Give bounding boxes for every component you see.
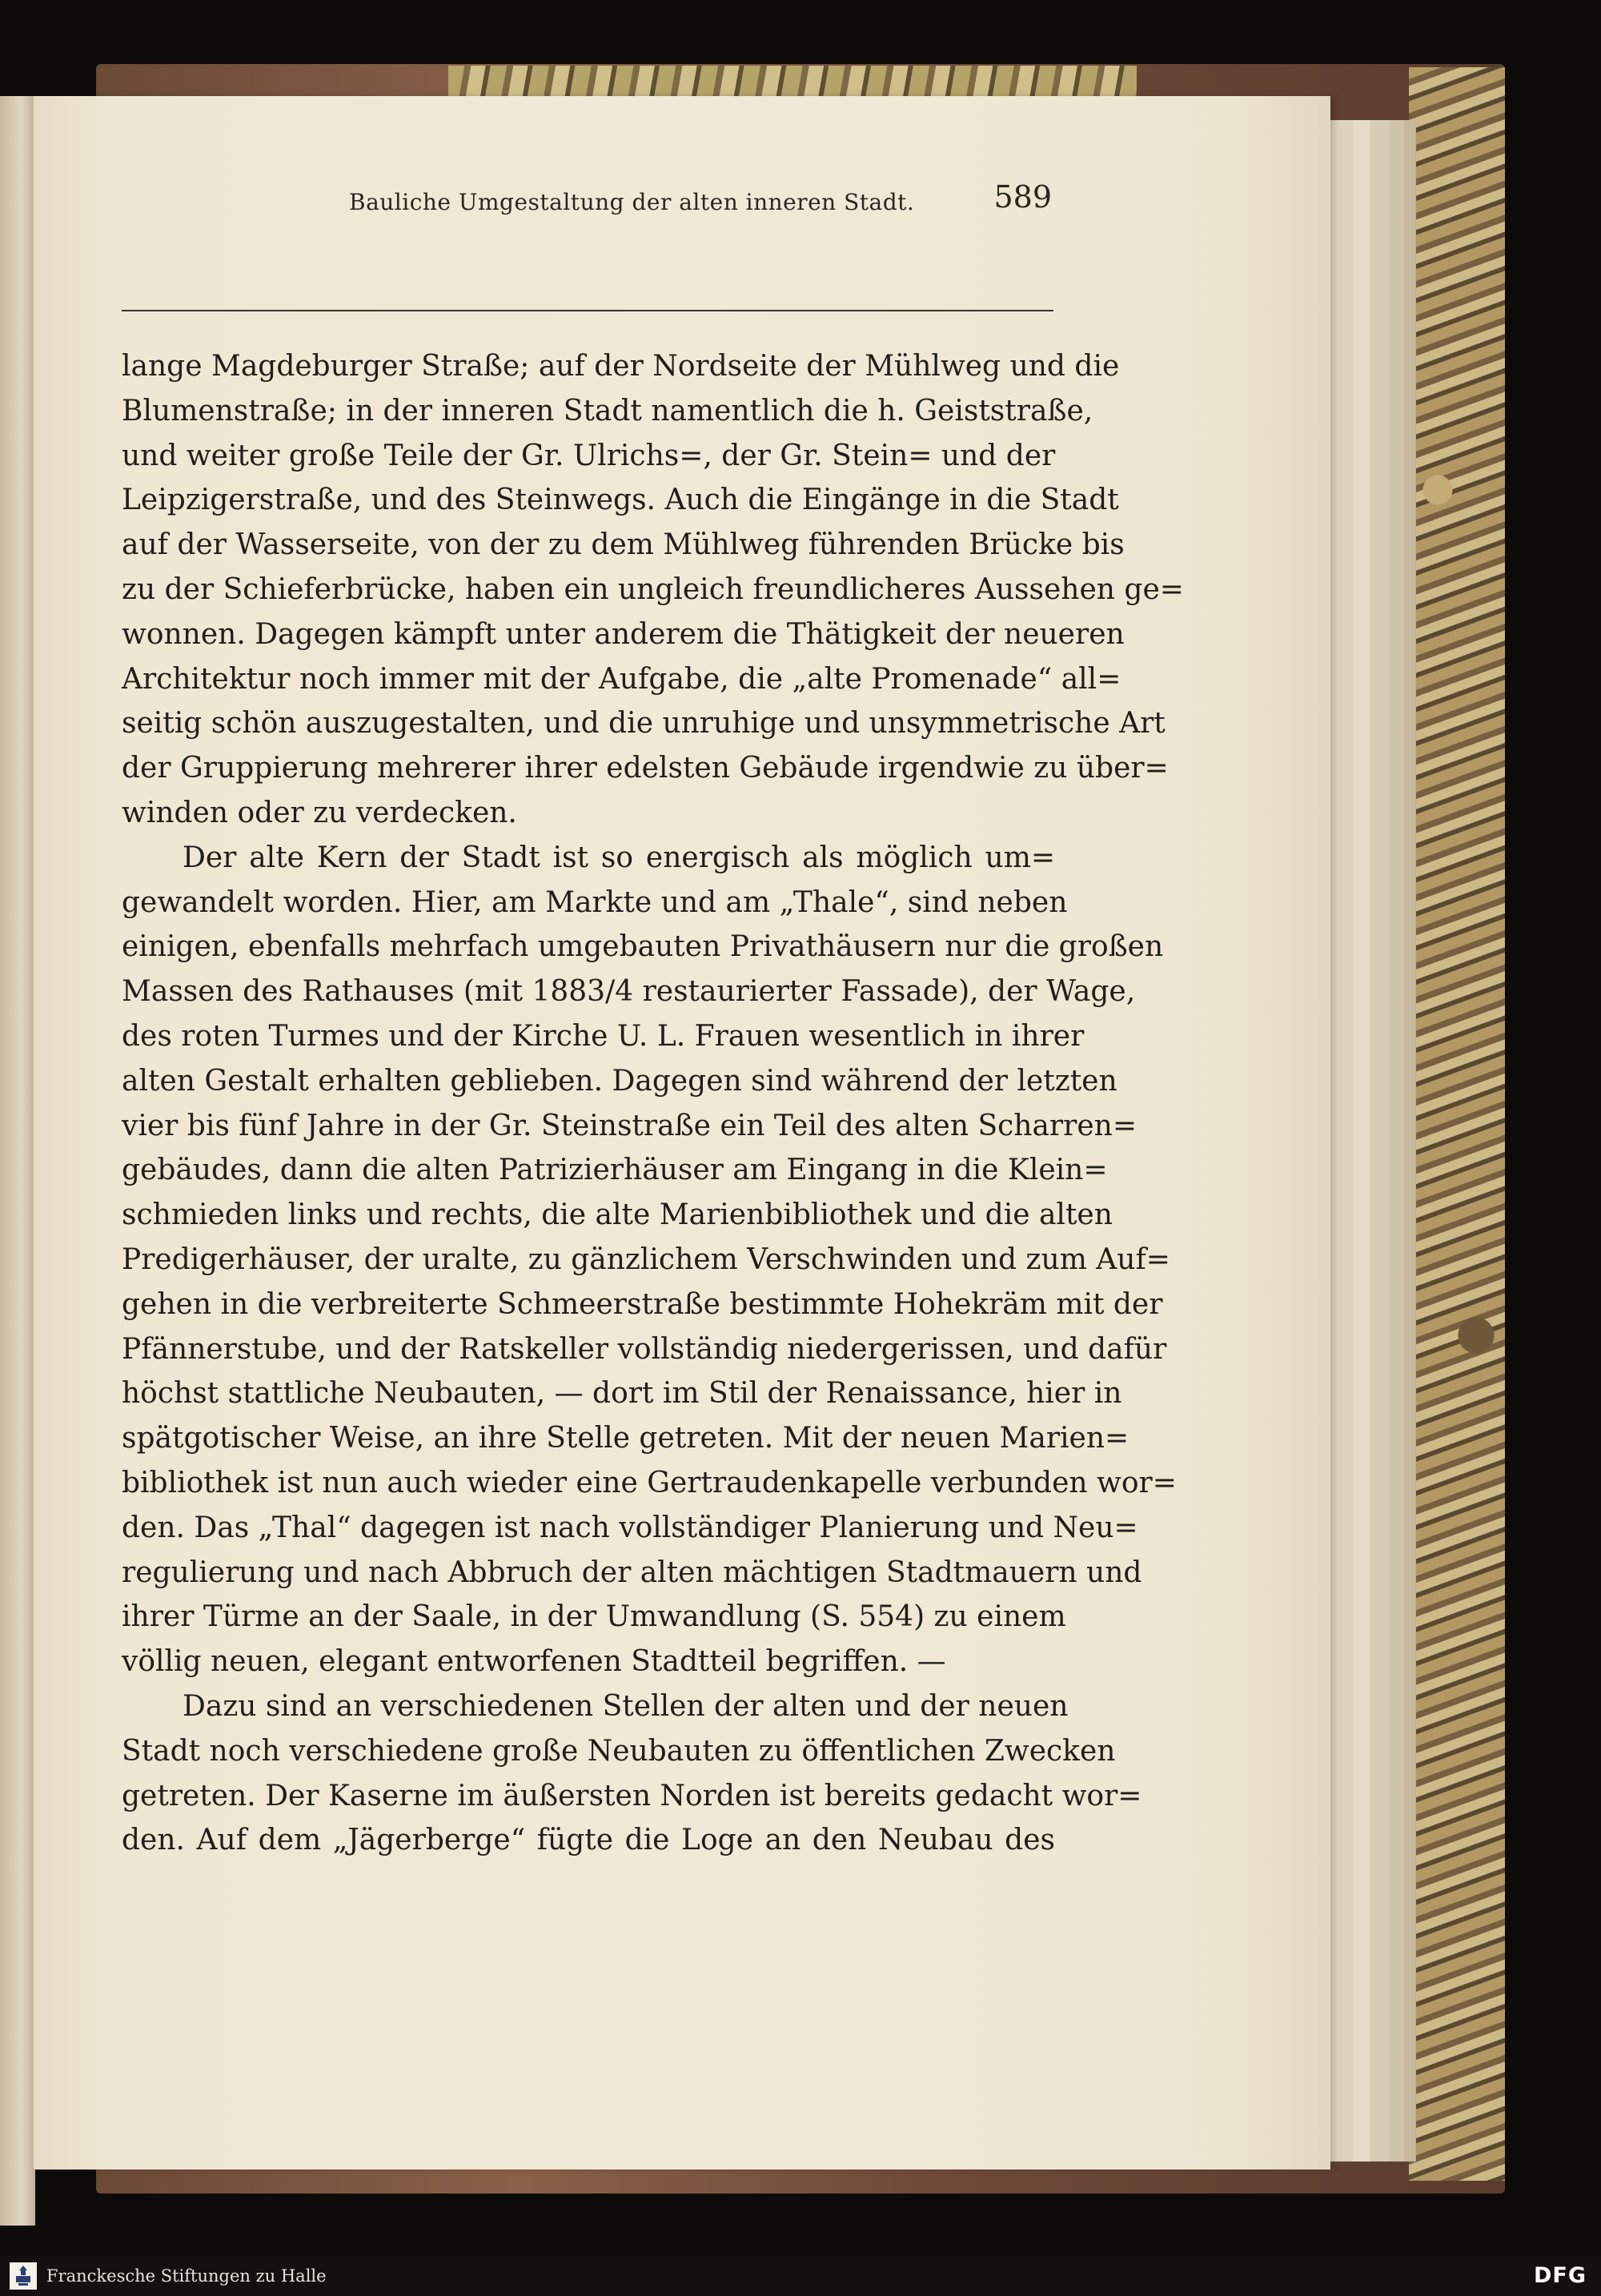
- viewer-footer: [0, 2256, 1601, 2296]
- text-line: alten Gestalt erhalten geblieben. Dagegen sind während der letzten: [122, 1064, 1117, 1098]
- text-line: des roten Turmes und der Kirche U. L. Frauen wesentlich in ihrer: [122, 1019, 1085, 1053]
- text-line: Stadt noch verschiedene große Neubauten zu öffentlichen Zwecken: [122, 1734, 1116, 1768]
- marbled-endpaper-right: [1409, 67, 1505, 2181]
- text-line: vier bis fünf Jahre in der Gr. Steinstraße ein Teil des alten Scharren=: [122, 1109, 1137, 1142]
- text-line: Architektur noch immer mit der Aufgabe, die „alte Promenade“ all=: [122, 662, 1122, 696]
- header-rule: [122, 310, 1053, 311]
- text-line: gehen in die verbreiterte Schmeerstraße bestimmte Hohekräm mit der: [122, 1287, 1163, 1321]
- text-line: den. Auf dem „Jägerberge“ fügte die Loge an den Neubau des: [122, 1824, 1055, 1857]
- text-line: ihrer Türme an der Saale, in der Umwandlung (S. 554) zu einem: [122, 1600, 1066, 1634]
- text-line: zu der Schieferbrücke, haben ein ungleich freundlicheres Aussehen ge=: [122, 572, 1184, 606]
- text-line: auf der Wasserseite, von der zu dem Mühlweg führenden Brücke bis: [122, 528, 1125, 562]
- page-number: 589: [993, 179, 1052, 215]
- text-line: einigen, ebenfalls mehrfach umgebauten Privathäusern nur die großen: [122, 930, 1164, 964]
- text-line: und weiter große Teile der Gr. Ulrichs=, der Gr. Stein= und der: [122, 439, 1056, 472]
- text-line: völlig neuen, elegant entworfenen Stadtteil begriffen. —: [122, 1645, 946, 1679]
- text-line: getreten. Der Kaserne im äußersten Norden ist bereits gedacht wor=: [122, 1779, 1142, 1812]
- text-line: seitig schön auszugestalten, und die unruhige und unsymmetrische Art: [122, 707, 1166, 741]
- page-header: [123, 179, 1052, 227]
- paragraph-start-line: Der alte Kern der Stadt ist so energisch als möglich um=: [183, 841, 1055, 874]
- page-stack-edge: [1404, 120, 1416, 2162]
- text-line: spätgotischer Weise, an ihre Stelle getreten. Mit der neuen Marien=: [122, 1422, 1130, 1455]
- text-line: Pfännerstube, und der Ratskeller vollständig niedergerissen, und dafür: [122, 1332, 1167, 1366]
- text-line: Massen des Rathauses (mit 1883/4 restaurierter Fassade), der Wage,: [122, 975, 1136, 1009]
- running-head: Bauliche Umgestaltung der alten inneren Stadt.: [349, 189, 915, 215]
- dfg-logo: DFG: [1533, 2263, 1587, 2288]
- text-line: Leipzigerstraße, und des Steinwegs. Auch die Eingänge in die Stadt: [122, 484, 1119, 517]
- text-line: lange Magdeburger Straße; auf der Nordseite der Mühlweg und die: [122, 350, 1120, 383]
- text-line: der Gruppierung mehrerer ihrer edelsten Gebäude irgendwie zu über=: [122, 752, 1169, 785]
- text-line: Predigerhäuser, der uralte, zu gänzlichem Verschwinden und zum Auf=: [122, 1242, 1170, 1276]
- text-line: höchst stattliche Neubauten, — dort im Stil der Renaissance, hier in: [122, 1377, 1122, 1411]
- institution-label: Franckesche Stiftungen zu Halle: [46, 2266, 327, 2286]
- body-text: [122, 344, 1184, 1863]
- text-line: gebäudes, dann die alten Patrizierhäuser am Eingang in die Klein=: [122, 1154, 1108, 1187]
- text-line: bibliothek ist nun auch wieder eine Gertraudenkapelle verbunden wor=: [122, 1466, 1177, 1499]
- text-line: schmieden links und rechts, die alte Marienbibliothek und die alten: [122, 1198, 1113, 1232]
- francke-foundation-logo-icon: [10, 2262, 37, 2290]
- paragraph-start-line: Dazu sind an verschiedenen Stellen der alten und der neuen: [183, 1689, 1069, 1723]
- facing-page-edge: [0, 96, 35, 2226]
- text-line: den. Das „Thal“ dagegen ist nach vollständiger Planierung und Neu=: [122, 1511, 1138, 1544]
- text-line: gewandelt worden. Hier, am Markte und am „Thale“, sind neben: [122, 885, 1068, 919]
- text-line: wonnen. Dagegen kämpft unter anderem die Thätigkeit der neueren: [122, 617, 1125, 651]
- text-line: regulierung und nach Abbruch der alten mächtigen Stadtmauern und: [122, 1555, 1142, 1589]
- text-line: Blumenstraße; in der inneren Stadt namentlich die h. Geiststraße,: [122, 394, 1093, 427]
- text-line: winden oder zu verdecken.: [122, 796, 517, 829]
